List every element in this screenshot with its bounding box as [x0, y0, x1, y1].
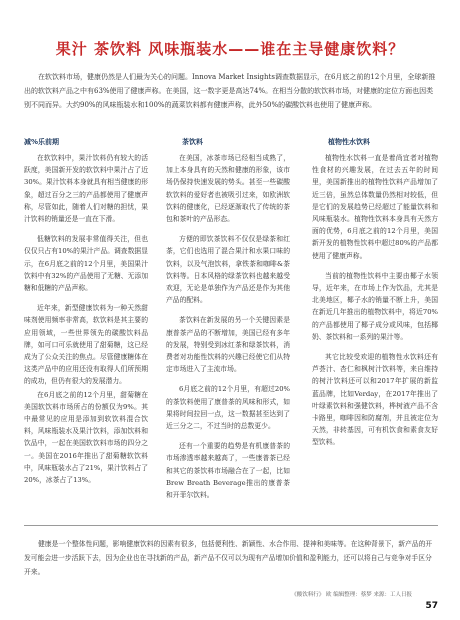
paragraph: 茶饮料在新发展的另一个关键因素是康普茶产品的不断增加，美国已经有多年的发展，特别受到冰红茶和绿茶饮料，消费者对功能性饮料的兴趣已经使它们从特定市场进入了主流市场。 [166, 316, 290, 374]
column-plant-water [312, 136, 438, 450]
paragraph: 低糖饮料的发展非常值得关注，但也仅仅只占有10%的果汁产品。调查数据显示，在6月底之前的12个月里，美国果汁饮料中有32%的产品使用了无糖、无添加糖和低糖的产品声称。 [24, 235, 148, 293]
paragraph: 6月底之前的12个月里，有超过20%的茶饮料使用了康普茶的风味和形式，如果将时间拉回一点，这一数据甚至达到了近三分之二，不过当时的总数更少。 [166, 385, 290, 431]
page-number: 57 [425, 601, 438, 611]
section-heading: 减%乐前期 [24, 138, 60, 146]
column-tea [166, 136, 290, 502]
paragraph: 方便的即饮茶饮料不仅仅是绿茶和红茶，它们也选用了混合果汁和水果口味的饮料，以及气泡饮料，拿铁茶和咖啡&茶饮料等。日本风格的绿茶饮料也越来越受欢迎，无论是单独作为产品还是作为其他产品的配料。 [166, 235, 290, 305]
paragraph: 植物性水饮料一直是着尚宜者对植物性食材的兴趣发展，在过去五年的时间里，美国新推出的植物性饮料产品增加了近三倍，虽然总体数量仍然相对较低，但是它们的发展趋势已经超过了能量饮料和风味瓶装水。植物性饮料本身具有天然方面的优势，6月底之前的12个月里，美国新开发的植物性饮料中超过80%的产品都使用了健康声称。 [312, 154, 438, 260]
paragraph: 在6月底之前的12个月里，甜菊糖在美国软饮料市场所占的份额仅为9%。其中最常见的应用是添加到软饮料混合饮料，风味瓶装水及果汁饮料，添加饮料和饮品中，一起在美国软饮料市场的四分之一。美国在2016年推出了甜菊糖软饮料中，风味瓶装水占了21%，果汁饮料占了20%，冰茶占了13%。 [24, 390, 148, 485]
paragraph: 近年来，新型健康饮料为一种天然甜味剂使用频率非常高，软饮料是其主要的应用领域，一些世界领先的碳酸饮料品牌，如可口可乐就使用了甜菊糖，这已经成为了公众关注的焦点。尽管健康糖体在这类产品中的应用还没有取得人们所预期的成功，但仍有很大的发展潜力。 [24, 304, 148, 386]
paragraph: 其它比较受欢迎的植物性水饮料还有芦荟汁、杏仁和枫树汁饮料等，来自维持的树汁饮料还可以和2017年扩展的新监蓝品牌，比如Verday，在2017年推出了叶绿素饮料和强健饮料，桦树液产品不含卡路里，咖啡因和防腐剂，并且被定位为天然，非转基因，可有机饮食和素食友好型饮料。 [312, 353, 438, 447]
section-heading: 植物性水饮料 [328, 138, 370, 146]
article-intro: 在软饮料市场，健康仍然是人们最为关心的问题。Innova Market Insights调查数据显示，在6月底之前的12个月里，全球新推出的软饮料产品之中有63%使用了健康声称。在美国，这一数字更是高达74%。在相当分散的软饮料市场，对健康的定位方面也因类别不同而异。大约90%的风味瓶装水和100%的蔬菜饮料都有健康声称，此外50%的碳酸饮料也使用了健康声称。 [24, 73, 436, 109]
source-credit: 《酸饮料行》 欧 编辑整理：蔡梦 来源：工人日报 [291, 592, 412, 598]
paragraph: 在软饮料中，果汁饮料仍有较大的活跃度，美国新开发的软饮料中果汁占了近30%。果汁饮料本身就具有相当健康的形象，超过百分之三的产品都使用了健康声称，尽管如此，随着人们对糖的担忧，果汁饮料的销量还是一直在下滑。 [24, 154, 148, 224]
article-conclusion: 健康是一个整体性问题，影响健康饮料的因素有很多，包括便利性、新颖性、水合作用、提神和美味等。在这种背景下，新产品的开发可能会进一步活跃下去，因为企业也在寻找新的产品，新产品不仅可以为现有产品增加价值和盈利能力，还可以将自己与竞争对手区分开来。 [24, 540, 433, 576]
paragraph: 当前的植物性饮料中主要由椰子水领导，近年来，在市场上作为饮品，尤其是北美地区，椰子水的销量不断上升，美国在新近几年推出的植物饮料中，将近70%的产品都使用了椰子成分或风味，包括椰奶、茶饮料和一系列的果汁等。 [312, 271, 438, 341]
column-fruit-juice [24, 136, 148, 487]
article-title: 果汁 茶饮料 风味瓶装水——谁在主导健康饮料？ [55, 40, 405, 58]
section-divider [24, 525, 438, 526]
paragraph: 还有一个重要的趋势是有机康普茶的市场渗透率越来越高了，一些康普茶已经和其它的茶饮料市场融合在了一起，比如Brew Breath Beverage推出的康普茶和开菲尔饮料。 [166, 442, 290, 500]
section-heading: 茶饮料 [182, 138, 203, 146]
paragraph: 在美国，冰茶市场已经相当成熟了，加上本身具有的天然和健康的形象，该市场仍保持快速发展的势头。甚至一些碳酸软饮料的爱好者也被吸引过来，如欧洲软饮料的健康化，已经逐渐取代了传统的茶包和茶叶的产品形态。 [166, 154, 290, 224]
